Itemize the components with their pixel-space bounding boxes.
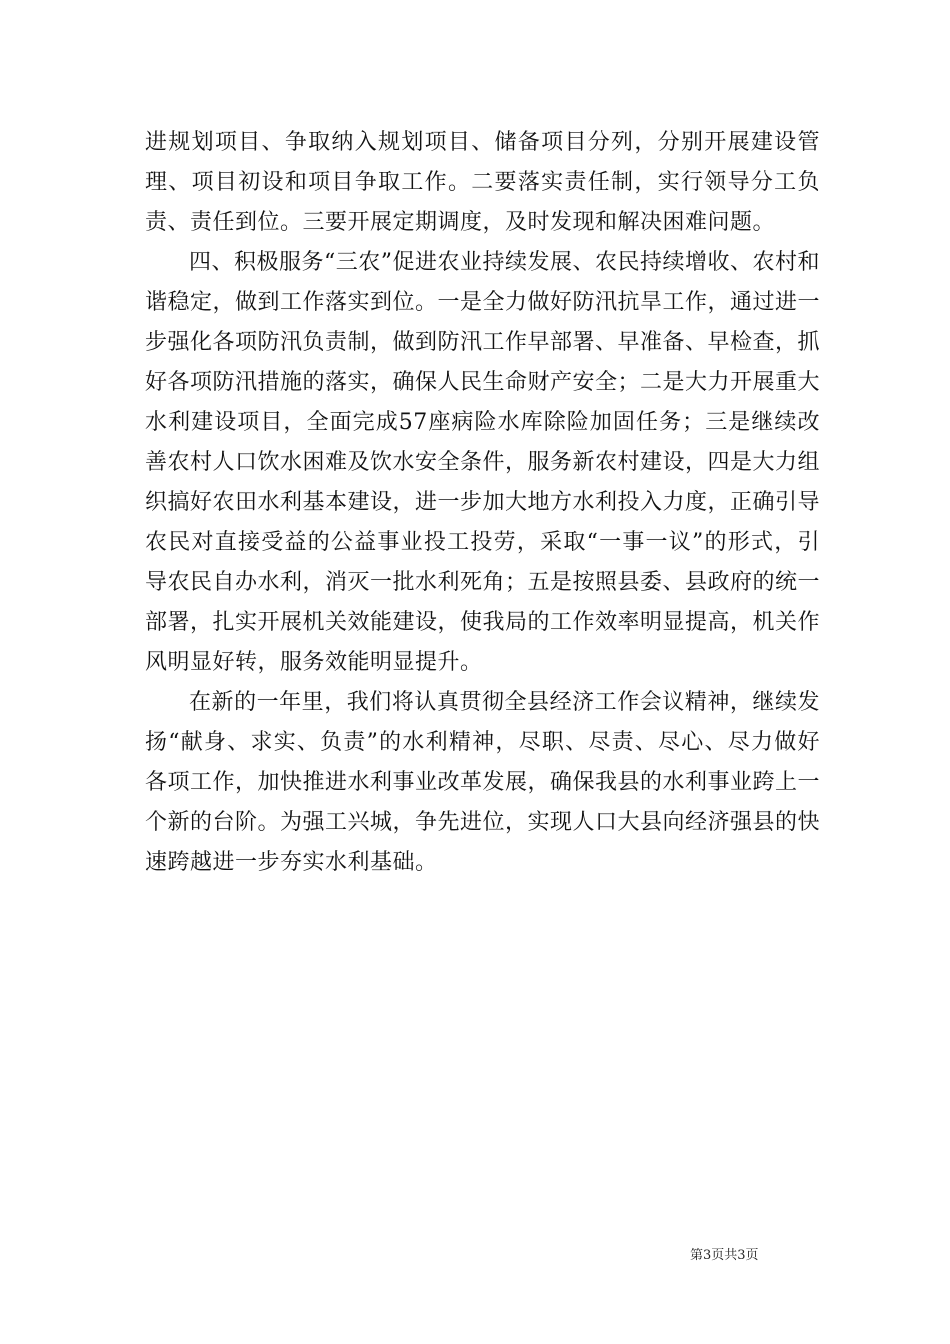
page-footer: 第3页共3页 — [690, 1248, 759, 1263]
document-body — [145, 123, 820, 883]
paragraph-section-four: 四、积极服务“三农”促进农业持续发展、农民持续增收、农村和谐稳定，做到工作落实到位。一是全力做好防汛抗旱工作，通过进一步强化各项防汛负责制，做到防汛工作早部署、早准备、早检查，抓好各项防汛措施的落实，确保人民生命财产安全；二是大力开展重大水利建设项目，全面完成57座病险水库除险加固任务；三是继续改善农村人口饮水困难及饮水安全条件，服务新农村建设，四是大力组织搞好农田水利基本建设，进一步加大地方水利投入力度，正确引导农民对直接受益的公益事业投工投劳，采取“一事一议”的形式，引导农民自办水利，消灭一批水利死角；五是按照县委、县政府的统一部署，扎实开展机关效能建设，使我局的工作效率明显提高，机关作风明显好转，服务效能明显提升。 — [145, 250, 821, 675]
paragraph-continuation: 进规划项目、争取纳入规划项目、储备项目分列，分别开展建设管理、项目初设和项目争取工作。二要落实责任制，实行领导分工负责、责任到位。三要开展定期调度，及时发现和解决困难问题。 — [145, 130, 820, 235]
paragraph-conclusion: 在新的一年里，我们将认真贯彻全县经济工作会议精神，继续发扬“献身、求实、负责”的水利精神，尽职、尽责、尽心、尽力做好各项工作，加快推进水利事业改革发展，确保我县的水利事业跨上一个新的台阶。为强工兴城，争先进位，实现人口大县向经济强县的快速跨越进一步夯实水利基础。 — [145, 690, 821, 875]
